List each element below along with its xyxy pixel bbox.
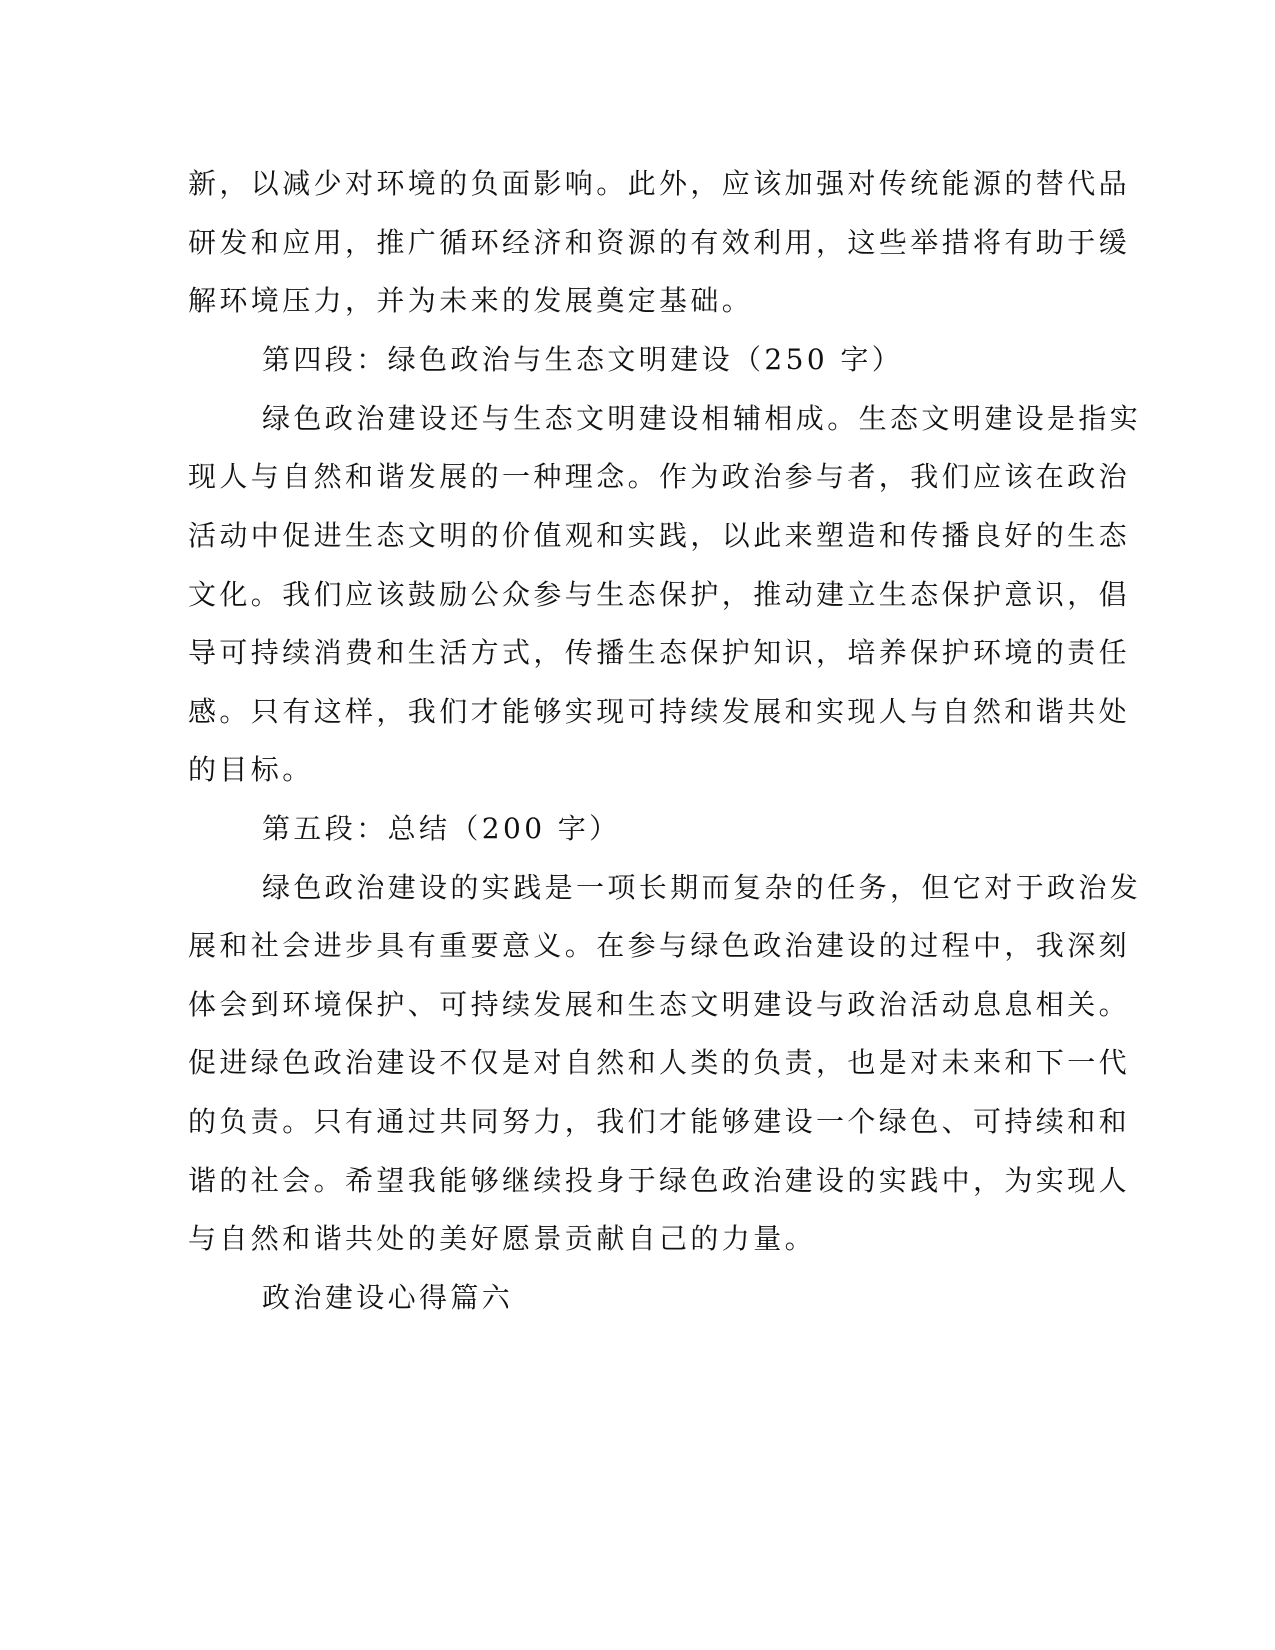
text-line: 活动中促进生态文明的价值观和实践，以此来塑造和传播良好的生态	[188, 519, 1131, 552]
text-line: 解环境压力，并为未来的发展奠定基础。	[188, 284, 754, 317]
text-line: 的目标。	[188, 753, 314, 786]
text-line: 新，以减少对环境的负面影响。此外，应该加强对传统能源的替代品	[188, 167, 1131, 200]
text-line: 展和社会进步具有重要意义。在参与绿色政治建设的过程中，我深刻	[188, 929, 1131, 962]
section-heading-5: 第五段：总结（200 字）	[262, 812, 621, 845]
text-line: 体会到环境保护、可持续发展和生态文明建设与政治活动息息相关。	[188, 988, 1131, 1021]
text-line: 与自然和谐共处的美好愿景贡献自己的力量。	[188, 1222, 817, 1255]
text-line: 的负责。只有通过共同努力，我们才能够建设一个绿色、可持续和和	[188, 1105, 1131, 1138]
text-line: 研发和应用，推广循环经济和资源的有效利用，这些举措将有助于缓	[188, 226, 1131, 259]
text-line: 现人与自然和谐发展的一种理念。作为政治参与者，我们应该在政治	[188, 460, 1131, 493]
chapter-heading: 政治建设心得篇六	[262, 1281, 514, 1314]
text-line: 绿色政治建设还与生态文明建设相辅相成。生态文明建设是指实	[262, 402, 1142, 435]
text-line: 促进绿色政治建设不仅是对自然和人类的负责，也是对未来和下一代	[188, 1046, 1131, 1079]
text-line: 谐的社会。希望我能够继续投身于绿色政治建设的实践中，为实现人	[188, 1164, 1131, 1197]
text-line: 文化。我们应该鼓励公众参与生态保护，推动建立生态保护意识，倡	[188, 578, 1131, 611]
text-line: 感。只有这样，我们才能够实现可持续发展和实现人与自然和谐共处	[188, 695, 1131, 728]
text-line: 绿色政治建设的实践是一项长期而复杂的任务，但它对于政治发	[262, 871, 1142, 904]
section-heading-4: 第四段：绿色政治与生态文明建设（250 字）	[262, 343, 904, 376]
text-line: 导可持续消费和生活方式，传播生态保护知识，培养保护环境的责任	[188, 636, 1131, 669]
